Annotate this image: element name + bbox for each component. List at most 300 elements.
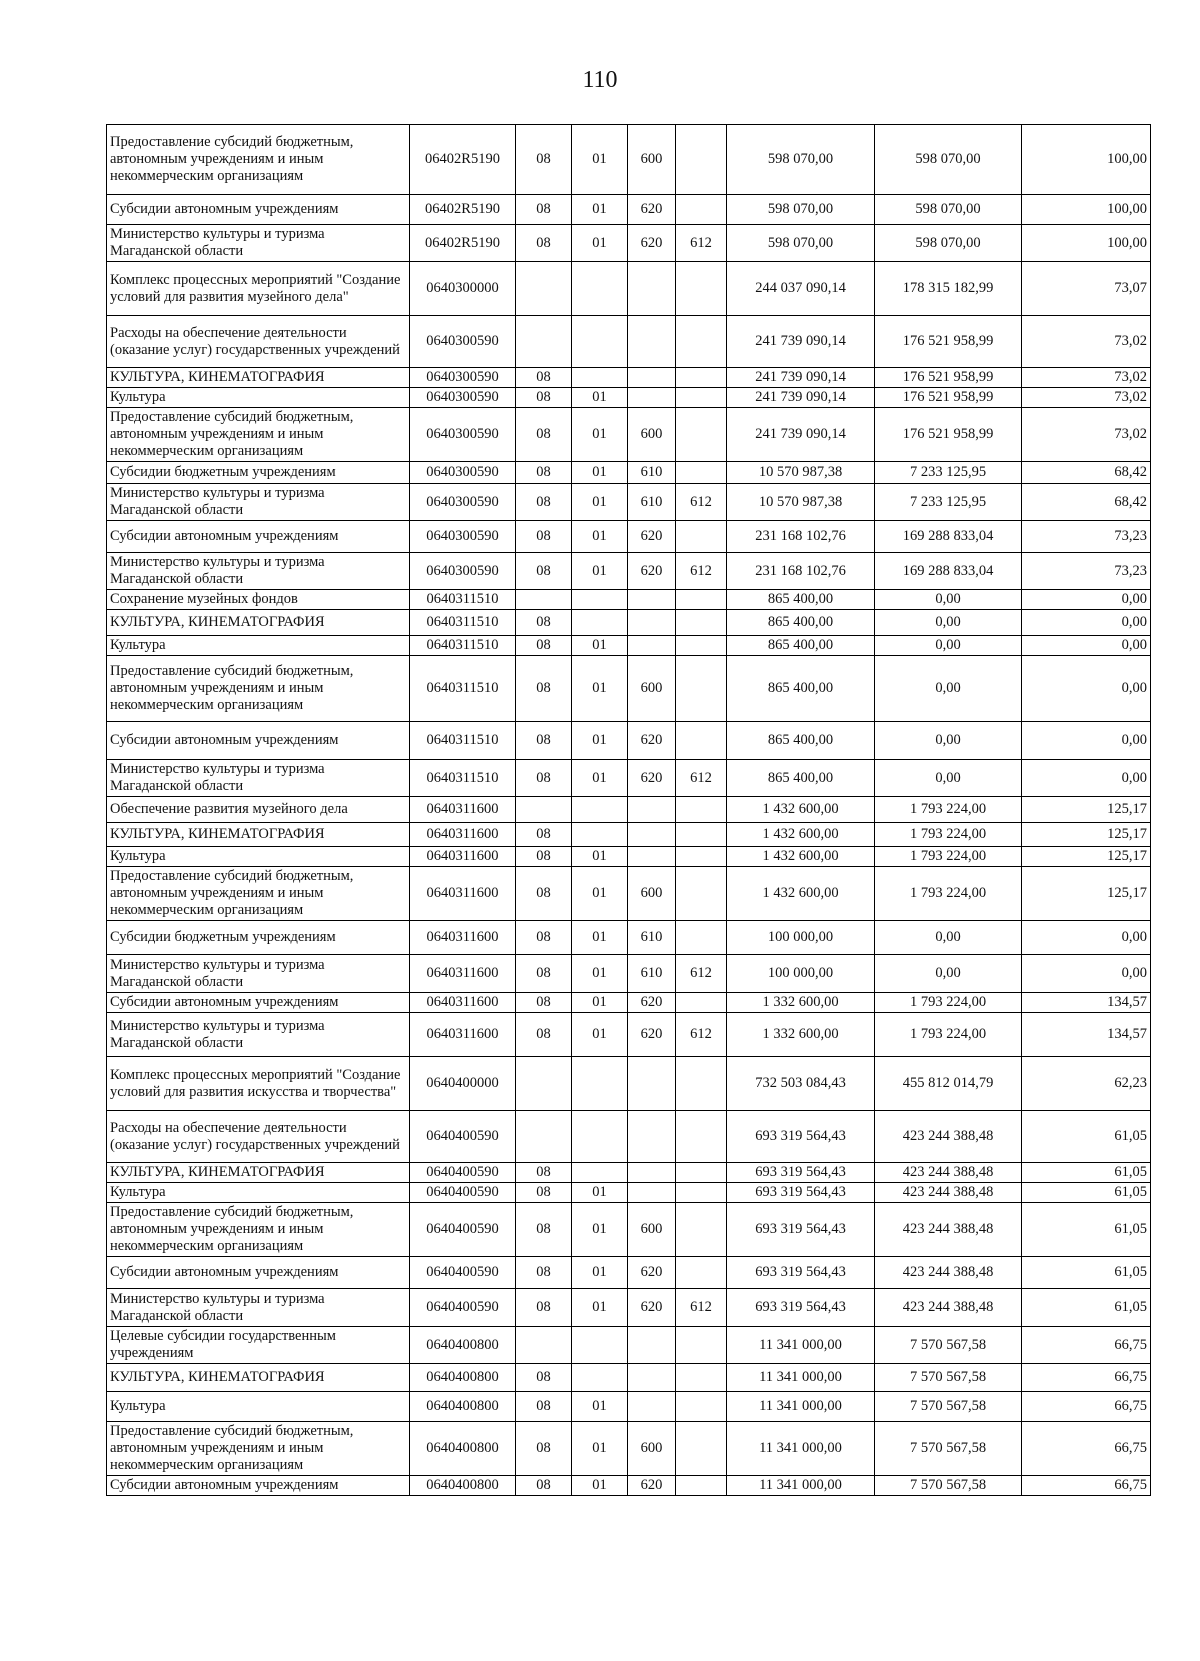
cell-section: 08	[516, 484, 572, 521]
cell-code: 0640311600	[410, 797, 516, 823]
cell-subsection	[572, 1163, 628, 1183]
cell-expense-type: 620	[628, 1257, 676, 1289]
cell-section	[516, 1057, 572, 1111]
cell-subsection: 01	[572, 521, 628, 553]
cell-actual: 0,00	[875, 955, 1022, 993]
cell-section: 08	[516, 656, 572, 722]
cell-code: 0640311600	[410, 921, 516, 955]
cell-actual: 176 521 958,99	[875, 388, 1022, 408]
cell-section: 08	[516, 847, 572, 867]
cell-actual: 1 793 224,00	[875, 823, 1022, 847]
cell-admin	[676, 722, 727, 760]
cell-admin	[676, 1203, 727, 1257]
cell-actual: 0,00	[875, 921, 1022, 955]
cell-percent: 68,42	[1022, 484, 1151, 521]
cell-subsection: 01	[572, 462, 628, 484]
cell-section: 08	[516, 867, 572, 921]
cell-name: Культура	[107, 1183, 410, 1203]
cell-subsection: 01	[572, 408, 628, 462]
cell-name: Субсидии автономным учреждениям	[107, 993, 410, 1013]
table-row	[107, 656, 1151, 722]
cell-section: 08	[516, 921, 572, 955]
cell-actual: 598 070,00	[875, 225, 1022, 262]
cell-section: 08	[516, 760, 572, 797]
cell-expense-type	[628, 316, 676, 368]
cell-admin	[676, 1257, 727, 1289]
cell-expense-type	[628, 636, 676, 656]
cell-admin	[676, 1327, 727, 1364]
cell-admin: 612	[676, 760, 727, 797]
table-row	[107, 1476, 1151, 1496]
cell-planned: 865 400,00	[727, 760, 875, 797]
cell-planned: 693 319 564,43	[727, 1183, 875, 1203]
cell-planned: 1 332 600,00	[727, 1013, 875, 1057]
cell-percent: 134,57	[1022, 1013, 1151, 1057]
cell-percent: 61,05	[1022, 1203, 1151, 1257]
cell-name: Министерство культуры и туризма Магаданской области	[107, 553, 410, 590]
cell-admin: 612	[676, 484, 727, 521]
cell-name: Министерство культуры и туризма Магаданской области	[107, 760, 410, 797]
cell-percent: 66,75	[1022, 1392, 1151, 1422]
cell-percent: 100,00	[1022, 195, 1151, 225]
cell-section: 08	[516, 1289, 572, 1327]
cell-actual: 1 793 224,00	[875, 1013, 1022, 1057]
cell-name: Субсидии бюджетным учреждениям	[107, 921, 410, 955]
cell-percent: 73,07	[1022, 262, 1151, 316]
cell-admin	[676, 1163, 727, 1183]
cell-percent: 125,17	[1022, 797, 1151, 823]
table-row	[107, 195, 1151, 225]
cell-subsection: 01	[572, 1422, 628, 1476]
table-row	[107, 1257, 1151, 1289]
cell-expense-type: 620	[628, 1476, 676, 1496]
cell-percent: 73,02	[1022, 316, 1151, 368]
cell-expense-type: 610	[628, 462, 676, 484]
cell-actual: 7 570 567,58	[875, 1327, 1022, 1364]
cell-actual: 423 244 388,48	[875, 1163, 1022, 1183]
cell-name: Министерство культуры и туризма Магаданской области	[107, 955, 410, 993]
cell-name: КУЛЬТУРА, КИНЕМАТОГРАФИЯ	[107, 368, 410, 388]
cell-percent: 125,17	[1022, 847, 1151, 867]
cell-name: Сохранение музейных фондов	[107, 590, 410, 610]
cell-percent: 125,17	[1022, 823, 1151, 847]
cell-planned: 241 739 090,14	[727, 316, 875, 368]
cell-admin	[676, 462, 727, 484]
cell-code: 0640311510	[410, 636, 516, 656]
cell-admin	[676, 1422, 727, 1476]
cell-code: 0640400800	[410, 1327, 516, 1364]
table-row	[107, 847, 1151, 867]
cell-percent: 0,00	[1022, 656, 1151, 722]
cell-admin	[676, 1476, 727, 1496]
cell-percent: 0,00	[1022, 636, 1151, 656]
cell-code: 0640300590	[410, 408, 516, 462]
cell-planned: 865 400,00	[727, 590, 875, 610]
cell-expense-type: 620	[628, 1289, 676, 1327]
cell-code: 0640300590	[410, 388, 516, 408]
table-row	[107, 1289, 1151, 1327]
cell-code: 0640311600	[410, 823, 516, 847]
cell-admin	[676, 388, 727, 408]
cell-subsection: 01	[572, 388, 628, 408]
cell-planned: 1 432 600,00	[727, 867, 875, 921]
cell-name: Министерство культуры и туризма Магаданской области	[107, 1289, 410, 1327]
cell-expense-type	[628, 1111, 676, 1163]
cell-planned: 598 070,00	[727, 225, 875, 262]
cell-admin	[676, 195, 727, 225]
cell-subsection: 01	[572, 1203, 628, 1257]
cell-section: 08	[516, 1476, 572, 1496]
cell-percent: 61,05	[1022, 1111, 1151, 1163]
cell-actual: 7 233 125,95	[875, 484, 1022, 521]
cell-planned: 231 168 102,76	[727, 521, 875, 553]
cell-planned: 693 319 564,43	[727, 1111, 875, 1163]
cell-planned: 598 070,00	[727, 195, 875, 225]
cell-expense-type: 610	[628, 955, 676, 993]
cell-section: 08	[516, 195, 572, 225]
cell-percent: 125,17	[1022, 867, 1151, 921]
cell-name: КУЛЬТУРА, КИНЕМАТОГРАФИЯ	[107, 823, 410, 847]
cell-percent: 134,57	[1022, 993, 1151, 1013]
cell-percent: 62,23	[1022, 1057, 1151, 1111]
table-row	[107, 388, 1151, 408]
table-row	[107, 1183, 1151, 1203]
cell-percent: 0,00	[1022, 921, 1151, 955]
cell-planned: 241 739 090,14	[727, 368, 875, 388]
cell-percent: 0,00	[1022, 610, 1151, 636]
cell-planned: 865 400,00	[727, 610, 875, 636]
page-number: 110	[582, 67, 618, 93]
cell-expense-type	[628, 823, 676, 847]
cell-expense-type	[628, 590, 676, 610]
cell-code: 0640400000	[410, 1057, 516, 1111]
cell-section: 08	[516, 125, 572, 195]
cell-admin	[676, 368, 727, 388]
cell-percent: 100,00	[1022, 125, 1151, 195]
cell-actual: 1 793 224,00	[875, 797, 1022, 823]
table-row	[107, 462, 1151, 484]
table-row	[107, 368, 1151, 388]
cell-admin: 612	[676, 553, 727, 590]
cell-admin: 612	[676, 1289, 727, 1327]
cell-planned: 1 432 600,00	[727, 797, 875, 823]
cell-expense-type	[628, 368, 676, 388]
cell-expense-type	[628, 388, 676, 408]
cell-actual: 0,00	[875, 610, 1022, 636]
cell-code: 0640311600	[410, 1013, 516, 1057]
cell-subsection: 01	[572, 993, 628, 1013]
cell-expense-type: 620	[628, 1013, 676, 1057]
table-row	[107, 125, 1151, 195]
cell-admin	[676, 656, 727, 722]
cell-section: 08	[516, 823, 572, 847]
cell-actual: 178 315 182,99	[875, 262, 1022, 316]
cell-expense-type: 620	[628, 722, 676, 760]
cell-planned: 1 432 600,00	[727, 823, 875, 847]
cell-planned: 100 000,00	[727, 921, 875, 955]
cell-percent: 0,00	[1022, 590, 1151, 610]
cell-name: Расходы на обеспечение деятельности (оказание услуг) государственных учреждений	[107, 316, 410, 368]
cell-percent: 0,00	[1022, 955, 1151, 993]
cell-admin	[676, 316, 727, 368]
cell-actual: 7 570 567,58	[875, 1392, 1022, 1422]
cell-planned: 10 570 987,38	[727, 484, 875, 521]
cell-admin	[676, 521, 727, 553]
cell-percent: 100,00	[1022, 225, 1151, 262]
cell-admin: 612	[676, 955, 727, 993]
cell-admin	[676, 823, 727, 847]
cell-code: 0640400800	[410, 1422, 516, 1476]
cell-expense-type: 610	[628, 921, 676, 955]
cell-section: 08	[516, 368, 572, 388]
cell-name: Культура	[107, 388, 410, 408]
table-row	[107, 993, 1151, 1013]
cell-subsection: 01	[572, 1013, 628, 1057]
cell-actual: 7 233 125,95	[875, 462, 1022, 484]
cell-name: КУЛЬТУРА, КИНЕМАТОГРАФИЯ	[107, 1364, 410, 1392]
cell-actual: 176 521 958,99	[875, 368, 1022, 388]
cell-section: 08	[516, 1392, 572, 1422]
table-row	[107, 1422, 1151, 1476]
cell-planned: 100 000,00	[727, 955, 875, 993]
cell-planned: 11 341 000,00	[727, 1392, 875, 1422]
cell-admin	[676, 610, 727, 636]
table-row	[107, 408, 1151, 462]
cell-actual: 423 244 388,48	[875, 1183, 1022, 1203]
cell-name: Культура	[107, 1392, 410, 1422]
table-row	[107, 722, 1151, 760]
cell-planned: 693 319 564,43	[727, 1289, 875, 1327]
cell-admin	[676, 993, 727, 1013]
cell-admin	[676, 1183, 727, 1203]
cell-admin	[676, 1364, 727, 1392]
cell-percent: 66,75	[1022, 1364, 1151, 1392]
cell-name: Предоставление субсидий бюджетным, автономным учреждениям и иным некоммерческим организациям	[107, 867, 410, 921]
cell-admin	[676, 408, 727, 462]
table-row	[107, 521, 1151, 553]
table-row	[107, 867, 1151, 921]
cell-planned: 11 341 000,00	[727, 1476, 875, 1496]
cell-planned: 244 037 090,14	[727, 262, 875, 316]
cell-code: 0640300590	[410, 462, 516, 484]
cell-code: 0640400590	[410, 1183, 516, 1203]
cell-actual: 7 570 567,58	[875, 1364, 1022, 1392]
cell-admin	[676, 590, 727, 610]
cell-subsection: 01	[572, 1257, 628, 1289]
cell-admin	[676, 921, 727, 955]
cell-subsection: 01	[572, 225, 628, 262]
cell-code: 0640311600	[410, 993, 516, 1013]
cell-planned: 10 570 987,38	[727, 462, 875, 484]
cell-section: 08	[516, 408, 572, 462]
cell-admin: 612	[676, 1013, 727, 1057]
cell-planned: 865 400,00	[727, 656, 875, 722]
cell-subsection	[572, 797, 628, 823]
cell-planned: 241 739 090,14	[727, 388, 875, 408]
cell-expense-type	[628, 1163, 676, 1183]
cell-subsection: 01	[572, 656, 628, 722]
cell-section: 08	[516, 1203, 572, 1257]
cell-code: 0640400590	[410, 1163, 516, 1183]
cell-subsection	[572, 610, 628, 636]
cell-code: 0640300590	[410, 521, 516, 553]
cell-code: 0640400800	[410, 1392, 516, 1422]
cell-percent: 73,23	[1022, 553, 1151, 590]
cell-planned: 11 341 000,00	[727, 1422, 875, 1476]
cell-percent: 73,23	[1022, 521, 1151, 553]
table-row	[107, 636, 1151, 656]
cell-subsection	[572, 823, 628, 847]
cell-actual: 423 244 388,48	[875, 1203, 1022, 1257]
cell-actual: 7 570 567,58	[875, 1476, 1022, 1496]
cell-expense-type	[628, 797, 676, 823]
cell-planned: 865 400,00	[727, 636, 875, 656]
cell-section: 08	[516, 610, 572, 636]
cell-admin	[676, 636, 727, 656]
cell-planned: 11 341 000,00	[727, 1327, 875, 1364]
table-body	[107, 125, 1151, 1496]
cell-subsection: 01	[572, 484, 628, 521]
cell-expense-type: 620	[628, 195, 676, 225]
cell-expense-type: 600	[628, 125, 676, 195]
cell-subsection: 01	[572, 1183, 628, 1203]
cell-section: 08	[516, 1183, 572, 1203]
cell-subsection: 01	[572, 125, 628, 195]
cell-percent: 73,02	[1022, 388, 1151, 408]
cell-section: 08	[516, 722, 572, 760]
cell-actual: 1 793 224,00	[875, 847, 1022, 867]
cell-name: Обеспечение развития музейного дела	[107, 797, 410, 823]
cell-admin	[676, 125, 727, 195]
cell-section	[516, 797, 572, 823]
cell-percent: 61,05	[1022, 1183, 1151, 1203]
cell-admin	[676, 1392, 727, 1422]
cell-admin	[676, 262, 727, 316]
cell-percent: 68,42	[1022, 462, 1151, 484]
cell-expense-type	[628, 1057, 676, 1111]
cell-name: Субсидии автономным учреждениям	[107, 521, 410, 553]
cell-section: 08	[516, 1364, 572, 1392]
cell-percent: 73,02	[1022, 408, 1151, 462]
cell-name: Министерство культуры и туризма Магаданской области	[107, 484, 410, 521]
cell-code: 0640311510	[410, 590, 516, 610]
cell-actual: 0,00	[875, 656, 1022, 722]
cell-name: Предоставление субсидий бюджетным, автономным учреждениям и иным некоммерческим организациям	[107, 125, 410, 195]
cell-section: 08	[516, 225, 572, 262]
table-row	[107, 1327, 1151, 1364]
cell-subsection: 01	[572, 553, 628, 590]
cell-planned: 693 319 564,43	[727, 1203, 875, 1257]
table-row	[107, 1013, 1151, 1057]
cell-section: 08	[516, 388, 572, 408]
table-row	[107, 590, 1151, 610]
cell-actual: 7 570 567,58	[875, 1422, 1022, 1476]
cell-expense-type	[628, 1392, 676, 1422]
cell-planned: 732 503 084,43	[727, 1057, 875, 1111]
cell-percent: 61,05	[1022, 1257, 1151, 1289]
cell-actual: 1 793 224,00	[875, 993, 1022, 1013]
table-row	[107, 225, 1151, 262]
cell-code: 0640311600	[410, 847, 516, 867]
cell-subsection: 01	[572, 1392, 628, 1422]
cell-actual: 1 793 224,00	[875, 867, 1022, 921]
cell-actual: 423 244 388,48	[875, 1111, 1022, 1163]
cell-actual: 176 521 958,99	[875, 316, 1022, 368]
cell-section: 08	[516, 993, 572, 1013]
cell-subsection	[572, 368, 628, 388]
cell-actual: 0,00	[875, 590, 1022, 610]
cell-percent: 66,75	[1022, 1422, 1151, 1476]
cell-name: Целевые субсидии государственным учреждениям	[107, 1327, 410, 1364]
table-row	[107, 553, 1151, 590]
cell-section: 08	[516, 1257, 572, 1289]
cell-section: 08	[516, 553, 572, 590]
table-row	[107, 760, 1151, 797]
cell-code: 0640400590	[410, 1203, 516, 1257]
cell-section: 08	[516, 955, 572, 993]
cell-name: Предоставление субсидий бюджетным, автономным учреждениям и иным некоммерческим организациям	[107, 408, 410, 462]
cell-planned: 1 332 600,00	[727, 993, 875, 1013]
cell-code: 06402R5190	[410, 195, 516, 225]
cell-section	[516, 262, 572, 316]
cell-subsection: 01	[572, 955, 628, 993]
cell-subsection	[572, 316, 628, 368]
cell-percent: 73,02	[1022, 368, 1151, 388]
cell-subsection	[572, 590, 628, 610]
table-row	[107, 1392, 1151, 1422]
cell-expense-type: 620	[628, 225, 676, 262]
cell-code: 0640311510	[410, 760, 516, 797]
cell-code: 06402R5190	[410, 125, 516, 195]
cell-admin	[676, 797, 727, 823]
cell-actual: 423 244 388,48	[875, 1257, 1022, 1289]
cell-name: КУЛЬТУРА, КИНЕМАТОГРАФИЯ	[107, 1163, 410, 1183]
cell-expense-type	[628, 847, 676, 867]
cell-section: 08	[516, 1013, 572, 1057]
cell-percent: 0,00	[1022, 722, 1151, 760]
cell-name: Расходы на обеспечение деятельности (оказание услуг) государственных учреждений	[107, 1111, 410, 1163]
cell-admin	[676, 847, 727, 867]
cell-subsection	[572, 262, 628, 316]
cell-actual: 169 288 833,04	[875, 553, 1022, 590]
cell-name: Комплекс процессных мероприятий "Создание условий для развития музейного дела"	[107, 262, 410, 316]
table-row	[107, 1163, 1151, 1183]
cell-expense-type: 620	[628, 760, 676, 797]
cell-expense-type: 600	[628, 1422, 676, 1476]
cell-code: 06402R5190	[410, 225, 516, 262]
cell-code: 0640400590	[410, 1289, 516, 1327]
cell-name: Субсидии автономным учреждениям	[107, 195, 410, 225]
cell-section: 08	[516, 1163, 572, 1183]
table-row	[107, 1111, 1151, 1163]
cell-actual: 0,00	[875, 636, 1022, 656]
cell-section: 08	[516, 521, 572, 553]
cell-code: 0640300000	[410, 262, 516, 316]
table-row	[107, 823, 1151, 847]
table-row	[107, 1057, 1151, 1111]
cell-expense-type: 610	[628, 484, 676, 521]
cell-subsection	[572, 1057, 628, 1111]
cell-code: 0640400800	[410, 1476, 516, 1496]
cell-percent: 66,75	[1022, 1327, 1151, 1364]
cell-name: Министерство культуры и туризма Магаданской области	[107, 1013, 410, 1057]
table-row	[107, 316, 1151, 368]
cell-expense-type: 600	[628, 408, 676, 462]
cell-planned: 1 432 600,00	[727, 847, 875, 867]
cell-expense-type	[628, 1327, 676, 1364]
cell-name: Субсидии бюджетным учреждениям	[107, 462, 410, 484]
cell-code: 0640311600	[410, 955, 516, 993]
